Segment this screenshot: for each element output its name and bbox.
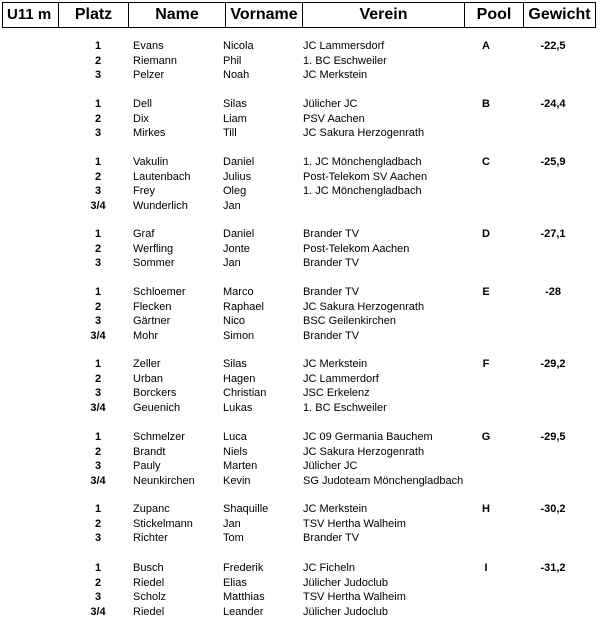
name-cell: Neunkirchen <box>133 474 195 487</box>
result-row <box>0 170 600 185</box>
club-cell: JSC Erkelenz <box>303 387 370 399</box>
name-cell: Brandt <box>133 445 166 458</box>
first-name-cell: Nicola <box>223 40 254 52</box>
name-cell: Mohr <box>133 329 159 342</box>
first-name-cell: Liam <box>223 112 247 125</box>
place-cell: 2 <box>94 300 102 313</box>
first-name-cell: Marco <box>223 286 254 298</box>
place-cell: 1 <box>94 503 102 515</box>
column-header-gewicht: Gewicht <box>528 6 591 23</box>
result-row <box>0 39 600 54</box>
first-name-cell: Simon <box>223 329 255 342</box>
place-cell: 3/4 <box>90 329 106 342</box>
weight-cell: -31,2 <box>540 562 566 574</box>
weight-cell: -28 <box>545 286 561 298</box>
name-cell: Zeller <box>133 358 161 370</box>
club-cell: JC Merkstein <box>303 358 368 370</box>
result-row <box>0 502 600 517</box>
club-cell: Post-Telekom SV Aachen <box>303 170 428 183</box>
result-row <box>0 430 600 445</box>
weight-cell: -27,1 <box>540 228 566 240</box>
result-row <box>0 605 600 620</box>
first-name-cell: Silas <box>223 358 247 370</box>
result-row <box>0 590 600 605</box>
place-cell: 1 <box>94 156 102 168</box>
result-row <box>0 372 600 387</box>
club-cell: 1. BC Eschweiler <box>303 54 387 67</box>
place-cell: 1 <box>94 562 102 574</box>
club-cell: JC Ficheln <box>303 562 355 574</box>
name-cell: Frey <box>133 185 155 197</box>
first-name-cell: Hagen <box>223 372 256 385</box>
weight-cell: -30,2 <box>540 503 566 515</box>
place-cell: 1 <box>94 40 102 52</box>
name-cell: Richter <box>133 532 168 544</box>
name-cell: Stickelmann <box>133 517 193 530</box>
club-cell: Jülicher JC <box>303 98 358 110</box>
result-row <box>0 329 600 344</box>
club-cell: BSC Geilenkirchen <box>303 315 396 327</box>
first-name-cell: Jan <box>223 199 241 212</box>
result-row <box>0 126 600 141</box>
name-cell: Schloemer <box>133 286 186 298</box>
club-cell: Brander TV <box>303 257 360 269</box>
first-name-cell: Luca <box>223 431 247 443</box>
club-cell: JC Lammersdorf <box>303 40 385 52</box>
name-cell: Zupanc <box>133 503 170 515</box>
weight-cell: -29,2 <box>540 358 566 370</box>
result-row <box>0 474 600 489</box>
club-cell: JC Merkstein <box>303 503 368 515</box>
club-cell: Jülicher Judoclub <box>303 576 388 589</box>
club-cell: JC Lammerdorf <box>303 372 379 385</box>
name-cell: Riemann <box>133 54 178 67</box>
pool-cell: F <box>482 358 490 370</box>
column-header-vorname: Vorname <box>226 3 303 27</box>
result-row <box>0 357 600 372</box>
club-cell: JC 09 Germania Bauchem <box>303 431 433 443</box>
name-cell: Evans <box>133 40 164 52</box>
column-header-verein: Verein <box>303 3 465 27</box>
club-cell: Jülicher JC <box>303 460 358 472</box>
name-cell: Dell <box>133 98 152 110</box>
place-cell: 2 <box>94 170 102 183</box>
first-name-cell: Jan <box>223 517 241 530</box>
club-cell: Brander TV <box>303 286 360 298</box>
pool-cell: G <box>481 431 491 443</box>
name-cell: Urban <box>133 372 163 385</box>
club-cell: Jülicher Judoclub <box>303 605 388 618</box>
result-row <box>0 54 600 69</box>
pool-cell: A <box>482 40 490 52</box>
place-cell: 2 <box>94 242 102 255</box>
place-cell: 3 <box>94 460 102 472</box>
pool-cell: B <box>482 98 490 110</box>
pool-cell: I <box>484 562 488 574</box>
name-cell: Flecken <box>133 300 172 313</box>
place-cell: 2 <box>94 517 102 530</box>
club-cell: TSV Hertha Walheim <box>303 517 406 530</box>
first-name-cell: Niels <box>223 445 248 458</box>
name-cell: Riedel <box>133 605 165 618</box>
place-cell: 3 <box>94 69 102 81</box>
place-cell: 2 <box>94 445 102 458</box>
first-name-cell: Jonte <box>223 242 250 255</box>
first-name-cell: Leander <box>223 605 264 618</box>
first-name-cell: Kevin <box>223 474 251 487</box>
first-name-cell: Till <box>223 127 237 139</box>
first-name-cell: Elias <box>223 576 247 589</box>
first-name-cell: Daniel <box>223 156 255 168</box>
club-cell: JC Merkstein <box>303 69 368 81</box>
place-cell: 3/4 <box>90 605 106 618</box>
club-cell: TSV Hertha Walheim <box>303 591 406 603</box>
name-cell: Werfling <box>133 242 174 255</box>
name-cell: Geuenich <box>133 401 181 414</box>
name-cell: Lautenbach <box>133 170 191 183</box>
name-cell: Dix <box>133 112 149 125</box>
place-cell: 1 <box>94 98 102 110</box>
category-label: U11 m <box>3 3 59 27</box>
result-row <box>0 517 600 532</box>
result-row <box>0 386 600 401</box>
club-cell: 1. BC Eschweiler <box>303 401 387 414</box>
result-row <box>0 459 600 474</box>
result-row <box>0 531 600 546</box>
club-cell: JC Sakura Herzogenrath <box>303 445 425 458</box>
name-cell: Scholz <box>133 591 167 603</box>
place-cell: 1 <box>94 228 102 240</box>
first-name-cell: Lukas <box>223 401 253 414</box>
pool-cell: D <box>482 228 490 240</box>
result-row <box>0 401 600 416</box>
place-cell: 3/4 <box>90 401 106 414</box>
club-cell: Brander TV <box>303 228 360 240</box>
result-row <box>0 256 600 271</box>
place-cell: 3/4 <box>90 474 106 487</box>
weight-cell: -29,5 <box>540 431 566 443</box>
place-cell: 2 <box>94 54 102 67</box>
pool-cell: H <box>482 503 490 515</box>
name-cell: Graf <box>133 228 155 240</box>
club-cell: Brander TV <box>303 532 360 544</box>
first-name-cell: Frederik <box>223 562 264 574</box>
first-name-cell: Matthias <box>223 591 265 603</box>
first-name-cell: Tom <box>223 532 244 544</box>
place-cell: 1 <box>94 431 102 443</box>
result-row <box>0 300 600 315</box>
first-name-cell: Marten <box>223 460 258 472</box>
club-cell: SG Judoteam Mönchengladbach <box>303 474 464 487</box>
name-cell: Pauly <box>133 460 161 472</box>
first-name-cell: Nico <box>223 315 246 327</box>
first-name-cell: Raphael <box>223 300 264 313</box>
first-name-cell: Phil <box>223 54 242 67</box>
place-cell: 3 <box>94 257 102 269</box>
first-name-cell: Daniel <box>223 228 255 240</box>
name-cell: Sommer <box>133 257 175 269</box>
name-cell: Vakulin <box>133 156 169 168</box>
place-cell: 3 <box>94 532 102 544</box>
name-cell: Wunderlich <box>133 199 188 212</box>
place-cell: 2 <box>94 372 102 385</box>
result-row <box>0 285 600 300</box>
result-row <box>0 314 600 329</box>
place-cell: 2 <box>94 112 102 125</box>
result-row <box>0 68 600 83</box>
name-cell: Mirkes <box>133 127 166 139</box>
name-cell: Schmelzer <box>133 431 185 443</box>
result-row <box>0 445 600 460</box>
club-cell: PSV Aachen <box>303 112 365 125</box>
result-row <box>0 155 600 170</box>
weight-cell: -24,4 <box>540 98 566 110</box>
place-cell: 1 <box>94 286 102 298</box>
first-name-cell: Christian <box>223 387 267 399</box>
pool-cell: C <box>482 156 490 168</box>
name-cell: Busch <box>133 562 164 574</box>
club-cell: Post-Telekom Aachen <box>303 242 410 255</box>
place-cell: 3/4 <box>90 199 106 212</box>
column-header-pool: Pool <box>465 3 524 27</box>
column-header-name: Name <box>129 3 226 27</box>
place-cell: 1 <box>94 358 102 370</box>
first-name-cell: Julius <box>223 170 252 183</box>
weight-cell: -22,5 <box>540 40 566 52</box>
result-row <box>0 227 600 242</box>
place-cell: 3 <box>94 591 102 603</box>
result-row <box>0 242 600 257</box>
club-cell: 1. JC Mönchengladbach <box>303 185 422 197</box>
first-name-cell: Noah <box>223 69 250 81</box>
club-cell: JC Sakura Herzogenrath <box>303 300 425 313</box>
result-row <box>0 112 600 127</box>
place-cell: 3 <box>94 387 102 399</box>
result-row <box>0 199 600 214</box>
club-cell: Brander TV <box>303 329 360 342</box>
name-cell: Borckers <box>133 387 177 399</box>
column-header-platz: Platz <box>59 3 129 27</box>
first-name-cell: Jan <box>223 257 241 269</box>
first-name-cell: Shaquille <box>223 503 269 515</box>
result-row <box>0 561 600 576</box>
place-cell: 3 <box>94 127 102 139</box>
club-cell: 1. JC Mönchengladbach <box>303 156 422 168</box>
result-row <box>0 576 600 591</box>
club-cell: JC Sakura Herzogenrath <box>303 127 425 139</box>
place-cell: 2 <box>94 576 102 589</box>
pool-cell: E <box>482 286 490 298</box>
place-cell: 3 <box>94 185 102 197</box>
result-row <box>0 184 600 199</box>
name-cell: Riedel <box>133 576 165 589</box>
name-cell: Gärtner <box>133 315 171 327</box>
first-name-cell: Silas <box>223 98 247 110</box>
first-name-cell: Oleg <box>223 185 247 197</box>
name-cell: Pelzer <box>133 69 165 81</box>
place-cell: 3 <box>94 315 102 327</box>
result-row <box>0 97 600 112</box>
weight-cell: -25,9 <box>540 156 566 168</box>
